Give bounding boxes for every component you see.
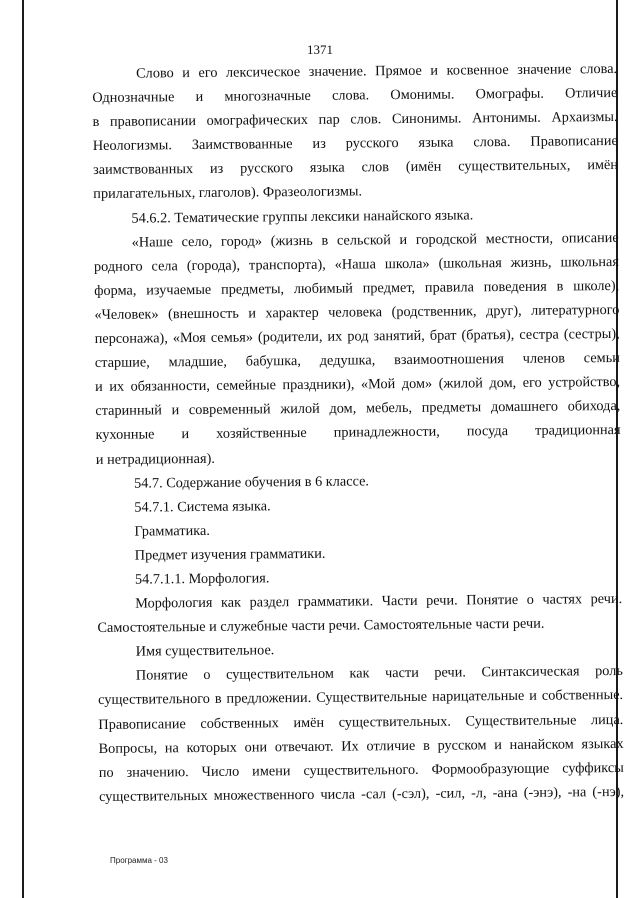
section-heading: Грамматика. bbox=[134, 522, 210, 540]
text-line: Неологизмы. Заимствованные из русского языка слова. Правописание bbox=[92, 133, 618, 155]
page-footer: Программа - 03 bbox=[110, 856, 168, 865]
text-line: прилагательных, глаголов). Фразеологизмы. bbox=[93, 183, 363, 203]
text-line: персонажа), «Моя семья» (родители, их род занятий, брат (братья), сестра (сестры), bbox=[94, 325, 620, 348]
text-line: Правописание собственных имён существительных. Существительные лица. bbox=[98, 711, 624, 733]
text-line: Вопросы, на которых они отвечают. Их отличие в русском и нанайском языках bbox=[98, 735, 624, 757]
text-line: Слово и его лексическое значение. Прямое и косвенное значение слова. bbox=[136, 60, 618, 82]
text-line: по значению. Число имени существительного. Формообразующие суффиксы bbox=[98, 759, 624, 781]
text-line: в правописании омографических пар слов. Синонимы. Антонимы. Архаизмы. bbox=[92, 109, 618, 131]
text-line: Однозначные и многозначные слова. Омонимы. Омографы. Отличие bbox=[92, 85, 618, 107]
section-heading: 54.7.1.1. Морфология. bbox=[134, 570, 270, 588]
text-line: и нетрадиционная). bbox=[95, 450, 215, 468]
paper-sheet bbox=[22, 0, 625, 898]
text-line: «Человек» (внешность и характер человека (родственник, друг), литературного bbox=[94, 301, 620, 323]
text-line: Предмет изучения грамматики. bbox=[134, 545, 326, 564]
text-line: Морфология как раздел грамматики. Части речи. Понятие о частях речи. bbox=[135, 590, 623, 612]
text-line: старшие, младшие, бабушка, дедушка, взаимоотношения членов семьи bbox=[94, 350, 620, 372]
text-line: родного села (города), транспорта), «Наша школа» (школьная жизнь, школьная bbox=[93, 253, 620, 275]
text-line: старинный и современный жилой дом, мебель, предметы домашнего обихода, bbox=[95, 398, 621, 420]
text-line: «Наше село, город» (жизнь в сельской и городской местности, описание bbox=[131, 229, 619, 251]
text-line: Самостоятельные и служебные части речи. Самостоятельные части речи. bbox=[97, 615, 545, 637]
section-heading: 54.7. Содержание обучения в 6 классе. bbox=[133, 472, 370, 492]
text-line: существительного в предложении. Существительные нарицательные и собственные. bbox=[98, 687, 624, 709]
text-line: и их обязанности, семейные праздники), «Мой дом» (жилой дом, его устройство, bbox=[95, 374, 621, 396]
section-heading: 54.7.1. Система языка. bbox=[134, 497, 271, 516]
text-line: кухонные и хозяйственные принадлежности, посуда традиционная bbox=[95, 422, 621, 444]
text-line: заимствованных из русского языка слов (имён существительных, имён bbox=[92, 157, 619, 179]
section-heading: Имя существительное. bbox=[135, 642, 275, 660]
text-line: Понятие о существительном как части речи. Синтаксическая роль bbox=[135, 663, 623, 684]
text-line: существительных множественного числа -сал (-сэл), -сил, -л, -ана (-энэ), -на (-нэ), bbox=[98, 783, 625, 805]
text-line: 54.6.2. Тематические группы лексики нанайского языка. bbox=[131, 206, 474, 227]
body-text bbox=[92, 57, 624, 809]
text-line: форма, изучаемые предметы, любимый предмет, правила поведения в школе), bbox=[94, 277, 620, 299]
page-number: 1371 bbox=[307, 42, 333, 57]
